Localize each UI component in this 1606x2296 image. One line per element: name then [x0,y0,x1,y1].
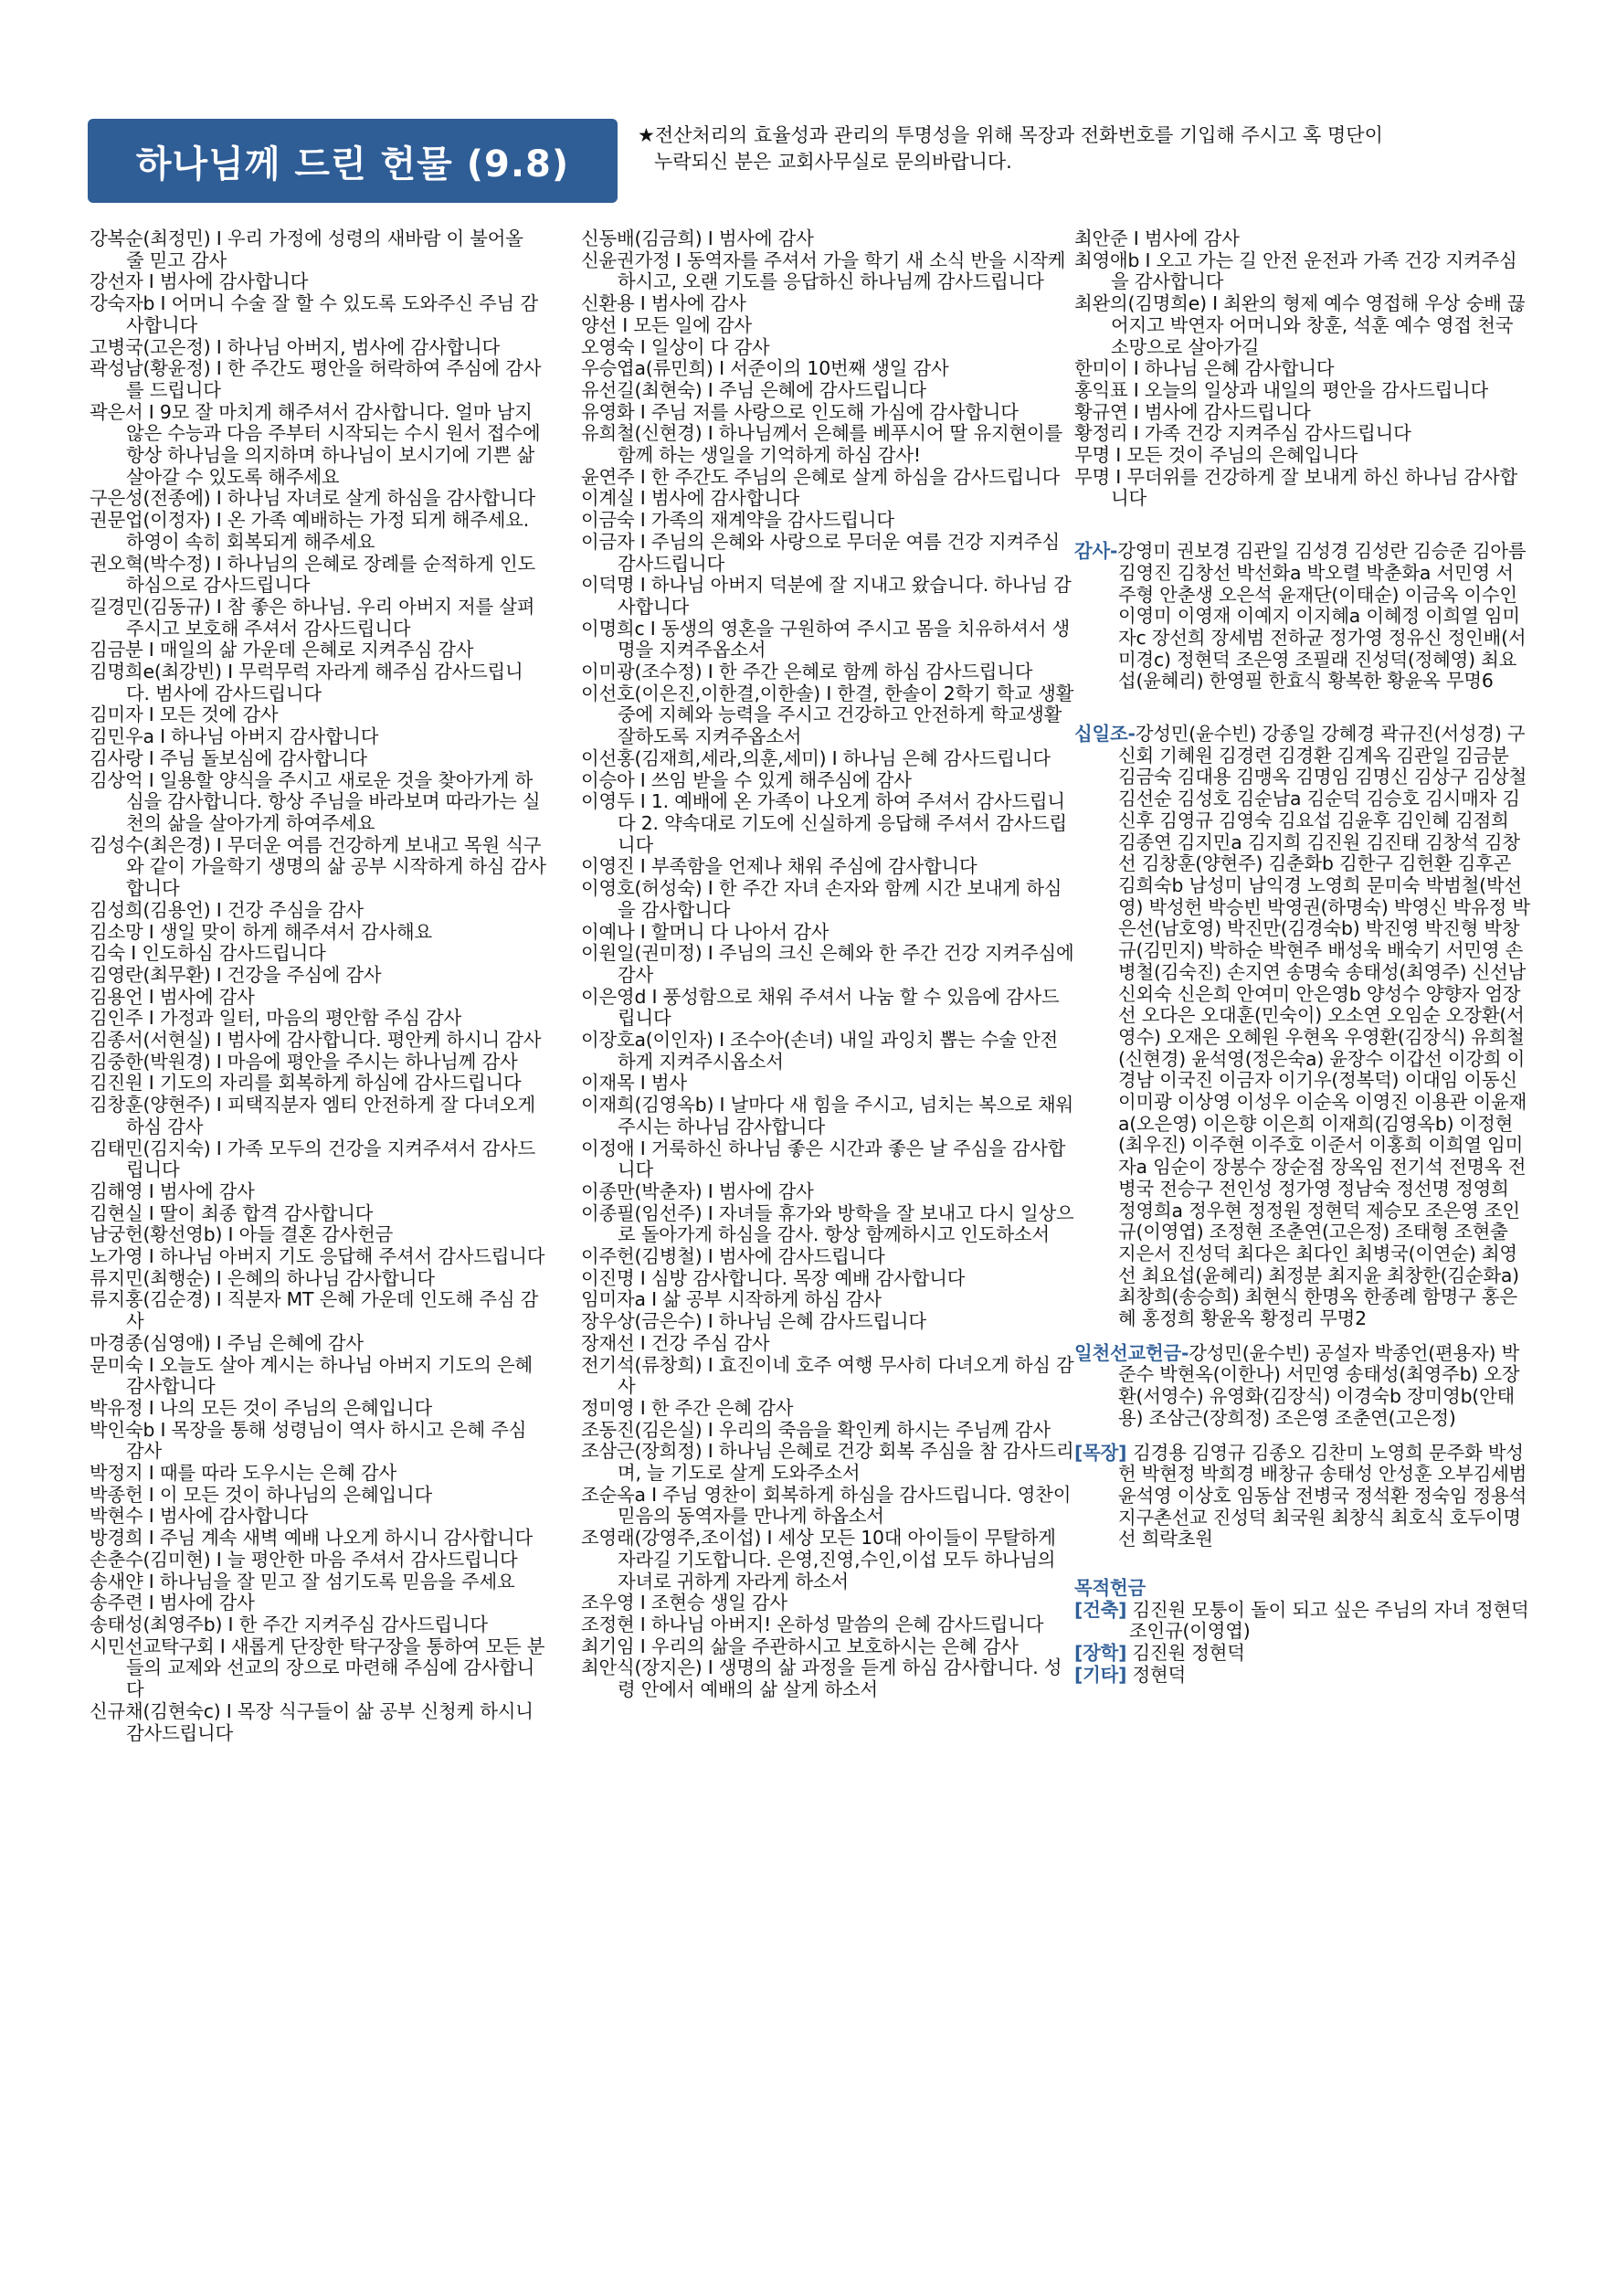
group-names: 강성민(윤수빈) 강종일 강혜경 곽규진(서성경) 구신회 기혜원 김경련 김경환 김계옥 김관일 김금분 김금숙 김대용 김맹옥 김명임 김명신 김상구 김상철 김선순 김성호 김순남a 김순덕 김승호 김시매자 김신후 김영규 김영숙 김요섭 김윤후 김인혜 김점희 김종연 김지민a 김지희 김진원 김진태 김창석 김창선 김창훈(양현주) 김춘화b 김한구 김헌환 김후곤 김희숙b 남성미 남익경 노영희 문미숙 박범철(박선영) 박성헌 박승빈 박영권(하명숙) 박영신 박유정 박은선(남호영) 박진만(김경숙b) 박진영 박진형 박창규(김민지) 박하순 박현주 배성욱 배숙기 서민영 손병철(김숙진) 손지연 송명숙 송태성(최영주) 신선남 신외숙 신은희 안여미 안은영b 양성수 양향자 엄장선 오다은 오대훈(민숙이) 오소연 오임순 오장환(서영수) 오재은 오혜원 우현옥 우영환(김장식) 유희철(신현경) 윤석영(정은숙a) 윤장수 이갑선 이강희 이경남 이국진 이금자 이기우(정복덕) 이대임 이동신 이미광 이상영 이성우 이순옥 이영진 이용관 이윤재a(오은영) 이은향 이은희 이재희(김영옥b) 이정현(최우진) 이주현 이주호 이준서 이홍희 이희열 임미자a 임순이 장봉수 장순점 장옥임 전기석 전명옥 전병국 전승구 전인성 정가영 정남숙 정선명 정영희 정영희a 정우현 정정원 정현덕 제승모 조은영 조인규(이영엽) 조정현 조춘연(고은정) 조태형 조현출 지은서 진성덕 최다은 최다인 최병국(이연순) 최영선 최요섭(윤혜리) 최정분 최지윤 최창한(김순화a) 최창희(송승희) 최현식 한명옥 한종례 함명구 홍은혜 홍정희 황윤옥 황정리 무명2 [1118,723,1530,1330]
offering-entry: 이진명 I 심방 감사합니다. 목장 예배 감사합니다 [581,1266,966,1289]
offering-entry: 이덕명 I 하나님 아버지 덕분에 잘 지내고 왔습니다. 하나님 감사합니다 [581,574,1072,618]
group-names: 강성민(윤수빈) 공설자 박종언(편용자) 박준수 박현옥(이한나) 서민영 송태성(최영주b) 오장환(서영수) 유영화(김장식) 이경숙b 장미영b(안태용) 조삼근(장희정) 조은영 조춘연(고은정) [1118,1341,1520,1429]
offering-entry: 조순옥a I 주님 영찬이 회복하게 하심을 감사드립니다. 영찬이 믿음의 동역자를 만나게 하옵소서 [581,1483,1072,1528]
offering-entry: 김종서(서현실) I 범사에 감사합니다. 평안케 하시니 감사 [90,1029,542,1052]
offering-entry: 이영호(허성숙) I 한 주간 자녀 손자와 함께 시간 보내게 하심을 감사합니다 [581,877,1062,921]
offering-entry: 이명희c I 동생의 영혼을 구원하여 주시고 몸을 치유하셔서 생명을 지켜주옵소서 [581,617,1071,661]
group-names: 강영미 권보경 김관일 김성경 김성란 김승준 김아름 김영진 김창선 박선화a 박오렬 박춘화a 서민영 서주형 안춘생 오은석 윤재단(이태순) 이금옥 이수인 이영미 이영재 이예지 이지혜a 이혜정 이희열 임미자c 장선희 장세범 전하균 정가영 정유신 정인배(서미경c) 정현덕 조은영 조필래 진성덕(정혜영) 최요섭(윤혜리) 한영필 한효식 황복한 황윤옥 무명6 [1117,540,1527,693]
offering-entry: 김상억 I 일용할 양식을 주시고 새로운 것을 찾아가게 하심을 감사합니다. 항상 주님을 바라보며 따라가는 실천의 삶을 살아가게 하여주세요 [90,768,541,834]
group-label: 일천선교헌금 [1074,1341,1181,1364]
group-separator: - [1110,540,1118,563]
offering-column-2 [581,228,1074,1701]
offering-entry: 김숙 I 인도하심 감사드립니다 [90,942,326,965]
purpose-text: 정현덕 [1132,1663,1187,1686]
offering-entry: 김창훈(양현주) I 피택직분자 엠티 안전하게 잘 다녀오게 하심 감사 [90,1094,535,1137]
offering-entry: 이재목 I 범사 [581,1072,687,1095]
purpose-item [1074,1600,1531,1643]
offering-entry: 정미영 I 한 주간 은혜 감사 [581,1396,794,1419]
offering-entry: 김진원 I 기도의 자리를 회복하게 하심에 감사드립니다 [90,1072,522,1095]
offering-entry: 고병국(고은정) I 하나님 아버지, 범사에 감사합니다 [90,335,500,358]
offering-entry: 이종필(임선주) I 자녀들 휴가와 방학을 잘 보내고 다시 일상으로 돌아가게 하심을 감사. 항상 함께하시고 인도하소서 [581,1201,1074,1246]
offering-entry: 이장호a(이인자) I 조수아(손녀) 내일 과잉치 뽑는 수술 안전하게 지켜주시옵소서 [581,1029,1059,1073]
offering-entry: 박인숙b I 목장을 통해 성령님이 역사 하시고 은혜 주심 감사 [90,1418,527,1463]
offering-entry: 유희철(신현경) I 하나님께서 은혜를 베푸시어 딸 유지현이를 함께 하는 생일을 기억하게 하심 감사! [581,422,1062,467]
purpose-item [1074,1665,1531,1687]
offering-column-1 [90,228,546,1744]
page-title: 하나님께 드린 헌물 (9.8) [88,119,618,203]
offering-entry: 박정지 I 때를 따라 도우시는 은혜 감사 [90,1462,396,1485]
offering-entry: 이영진 I 부족함을 언제나 채워 주심에 감사합니다 [581,855,977,878]
offering-entry: 김해영 I 범사에 감사 [90,1180,255,1202]
offering-entry: 김미자 I 모든 것에 감사 [90,704,279,726]
offering-entry: 장재선 I 건강 주심 감사 [581,1331,770,1354]
purpose-item [1074,1643,1531,1665]
offering-entry: 전기석(류창희) I 효진이네 호주 여행 무사히 다녀오게 하심 감사 [581,1353,1074,1398]
offering-group [1074,541,1531,693]
offering-entry: 이미광(조수정) I 한 주간 은혜로 함께 하심 감사드립니다 [581,661,1033,683]
group-names: 김경용 김영규 김종오 김찬미 노영희 문주화 박성헌 박현정 박희경 배창규 송태성 안성훈 오부김세범 윤석영 이상호 임동삼 전병국 정석환 정숙임 정용석 지구촌선교 진성덕 최국원 최창식 최호식 호두이명선 희락초원 [1118,1441,1527,1550]
offering-entry: 오영숙 I 일상이 다 감사 [581,335,770,358]
offering-entry: 김성수(최은경) I 무더운 여름 건강하게 보내고 목원 식구와 같이 가을학기 생명의 삶 공부 시작하게 하심 감사합니다 [90,833,546,900]
offering-entry: 조동진(김은실) I 우리의 죽음을 확인케 하시는 주님께 감사 [581,1418,1051,1441]
offering-entry: 신윤권가정 I 동역자를 주셔서 가을 학기 새 소식 반을 시작케 하시고, 오랜 기도를 응답하신 하나님께 감사드립니다 [581,249,1066,293]
offering-entry: 최완의(김명희e) I 최완의 형제 예수 영접해 우상 숭배 끊어지고 박연자 어머니와 창훈, 석훈 예수 영접 천국 소망으로 살아가길 [1074,292,1526,358]
offering-entry: 곽성남(황윤정) I 한 주간도 평안을 허락하여 주심에 감사를 드립니다 [90,357,542,401]
offering-entry: 최안식(장지은) I 생명의 삶 과정을 듣게 하심 감사합니다. 성령 안에서 예배의 삶 살게 하소서 [581,1656,1062,1701]
offering-entry: 김현실 I 딸이 최종 합격 감사합니다 [90,1201,374,1224]
offering-entry: 박현수 I 범사에 감사합니다 [90,1505,309,1528]
offering-entry: 이종만(박춘자) I 범사에 감사 [581,1180,814,1202]
offering-group [1074,724,1531,1330]
offering-entry: 송새얀 I 하나님을 잘 믿고 잘 섬기도록 믿음을 주세요 [90,1570,515,1592]
group-label: [목장] [1074,1441,1127,1464]
offering-entry: 송주련 I 범사에 감사 [90,1592,255,1614]
offering-entry: 손춘수(김미현) I 늘 평안한 마음 주셔서 감사드립니다 [90,1548,518,1571]
offering-entry: 류지홍(김순경) I 직분자 MT 은혜 가운데 인도해 주심 감사 [90,1288,539,1333]
offering-entry: 류지민(최행순) I 은혜의 하나님 감사합니다 [90,1266,435,1289]
purpose-text: 김진원 모퉁이 돌이 되고 싶은 주님의 자녀 정현덕 조인규(이영엽) [1129,1598,1529,1643]
purpose-label: [건축] [1074,1598,1127,1621]
offering-entry: 최영애b I 오고 가는 길 안전 운전과 가족 건강 지켜주심을 감사합니다 [1074,249,1517,293]
offering-entry: 이재희(김영옥b) I 날마다 새 힘을 주시고, 넘치는 복으로 채워 주시는 하나님 감사합니다 [581,1094,1074,1137]
offering-entry: 김인주 I 가정과 일터, 마음의 평안함 주심 감사 [90,1007,462,1030]
offering-entry: 윤연주 I 한 주간도 주님의 은혜로 살게 하심을 감사드립니다 [581,465,1061,488]
offering-entry: 신동배(김금희) I 범사에 감사 [581,227,814,249]
offering-groups [1074,541,1531,1550]
offering-entry: 김태민(김지숙) I 가족 모두의 건강을 지켜주셔서 감사드립니다 [90,1137,535,1181]
offering-entry: 강선자 I 범사에 감사합니다 [90,270,309,293]
offering-entry: 유영화 I 주님 저를 사랑으로 인도해 가심에 감사합니다 [581,400,1019,423]
offering-entry: 권오혁(박수정) I 하나님의 은혜로 장례를 순적하게 인도하심으로 감사드립니다 [90,552,535,597]
column-3-entries [1074,228,1531,510]
offering-entry: 남궁헌(황선영b) I 아들 결혼 감사헌금 [90,1223,394,1246]
offering-entry: 무명 I 모든 것이 주님의 은혜입니다 [1074,444,1358,467]
offering-entry: 김민우a I 하나님 아버지 감사합니다 [90,725,379,748]
offering-entry: 곽은서 I 9모 잘 마치게 해주셔서 감사합니다. 얼마 남지 않은 수능과 다음 주부터 시작되는 수시 원서 접수에 항상 하나님을 의지하며 하나님이 보시기에 기쁜 삶 살아갈 수 있도록 해주세요 [90,400,541,488]
offering-entry: 이선호(이은진,이한결,이한솔) I 한결, 한솔이 2학기 학교 생활 중에 지혜와 능력을 주시고 건강하고 안전하게 학교생활 잘하도록 지켜주옵소서 [581,682,1074,748]
offering-entry: 이주헌(김병철) I 범사에 감사드립니다 [581,1245,885,1268]
offering-entry: 무명 I 무더위를 건강하게 잘 보내게 하신 하나님 감사합니다 [1074,465,1518,510]
purpose-text: 김진원 정현덕 [1132,1642,1245,1665]
offering-entry: 신규채(김현숙c) I 목장 식구들이 삶 공부 신청케 하시니 감사드립니다 [90,1699,534,1744]
offering-entry: 최기임 I 우리의 삶을 주관하시고 보호하시는 은혜 감사 [581,1635,1019,1657]
offering-entry: 유선길(최현숙) I 주님 은혜에 감사드립니다 [581,378,926,401]
offering-entry: 이원일(권미정) I 주님의 크신 은혜와 한 주간 건강 지켜주심에 감사 [581,942,1074,986]
offering-entry: 김사랑 I 주님 돌보심에 감사합니다 [90,746,367,769]
offering-entry: 김명희e(최강빈) I 무럭무럭 자라게 해주심 감사드립니다. 범사에 감사드립니다 [90,661,523,704]
notice-text [638,122,1569,175]
group-label: 감사 [1074,540,1110,563]
offering-entry: 이계실 I 범사에 감사합니다 [581,487,800,510]
offering-entry: 홍익표 I 오늘의 일상과 내일의 평안을 감사드립니다 [1074,378,1488,401]
purpose-offering-title: 목적헌금 [1074,1577,1146,1600]
offering-entry: 김소망 I 생일 맞이 하게 해주셔서 감사해요 [90,920,432,943]
offering-entry: 박종헌 I 이 모든 것이 하나님의 은혜입니다 [90,1483,432,1506]
notice-line: 누락되신 분은 교회사무실로 문의바랍니다. [654,151,1012,173]
offering-entry: 임미자a I 삶 공부 시작하게 하심 감사 [581,1288,882,1311]
offering-entry: 송태성(최영주b) I 한 주간 지켜주심 감사드립니다 [90,1614,488,1635]
offering-entry: 이영두 I 1. 예배에 온 가족이 나오게 하여 주셔서 감사드립니다 2. 약속대로 기도에 신실하게 응답해 주셔서 감사드립니다 [581,790,1067,856]
offering-entry: 노가영 I 하나님 아버지 기도 응답해 주셔서 감사드립니다 [90,1245,545,1268]
offering-entry: 조우영 I 조현승 생일 감사 [581,1592,787,1614]
group-separator: - [1180,1341,1189,1364]
offering-entry: 황정리 I 가족 건강 지켜주심 감사드립니다 [1074,422,1411,445]
purpose-label: [기타] [1074,1663,1127,1686]
offering-entry: 시민선교탁구회 I 새롭게 단장한 탁구장을 통하여 모든 분들의 교제와 선교의 장으로 마련해 주심에 감사합니다 [90,1635,545,1701]
offering-entry: 마경종(심영애) I 주님 은혜에 감사 [90,1331,364,1354]
offering-entry: 이은영d I 풍성함으로 채워 주셔서 나눔 할 수 있음에 감사드립니다 [581,985,1060,1030]
offering-entry: 조정현 I 하나님 아버지! 온하성 말씀의 은혜 감사드립니다 [581,1614,1044,1635]
offering-entry: 방경희 I 주님 계속 새벽 예배 나오게 하시니 감사합니다 [90,1527,534,1550]
offering-entry: 조삼근(장희정) I 하나님 은혜로 건강 회복 주심을 참 감사드리며, 늘 기도로 살게 도와주소서 [581,1440,1074,1485]
offering-entry: 문미숙 I 오늘도 살아 계시는 하나님 아버지 기도의 은혜 감사합니다 [90,1353,534,1398]
offering-entry: 이금숙 I 가족의 재계약을 감사드립니다 [581,509,894,532]
offering-entry: 강복순(최정민) I 우리 가정에 성령의 새바람 이 불어올 줄 믿고 감사 [90,227,523,271]
purpose-label: [장학] [1074,1642,1127,1665]
offering-entry: 이예나 I 할머니 다 나아서 감사 [581,920,829,943]
offering-entry: 장우상(금은수) I 하나님 은혜 감사드립니다 [581,1310,926,1333]
offering-entry: 한미이 I 하나님 은혜 감사합니다 [1074,357,1335,380]
group-separator: - [1127,723,1136,746]
purpose-offering-list [1074,1600,1531,1687]
offering-entry: 이금자 I 주님의 은혜와 사랑으로 무더운 여름 건강 지켜주심 감사드립니다 [581,530,1061,575]
offering-entry: 황규연 I 범사에 감사드립니다 [1074,400,1311,423]
offering-entry: 김성희(김용언) I 건강 주심을 감사 [90,898,364,921]
offering-entry: 신환용 I 범사에 감사 [581,292,746,315]
offering-entry: 박유정 I 나의 모든 것이 주님의 은혜입니다 [90,1396,432,1419]
offering-entry: 구은성(전종에) I 하나님 자녀로 살게 하심을 감사합니다 [90,487,535,510]
offering-entry: 이승아 I 쓰임 받을 수 있게 해주심에 감사 [581,768,912,791]
offering-entry: 권문업(이정자) I 온 가족 예배하는 가정 되게 해주세요. 하영이 속히 회복되게 해주세요 [90,509,530,553]
offering-group [1074,1443,1531,1551]
offering-entry: 강숙자b I 어머니 수술 잘 할 수 있도록 도와주신 주님 감사합니다 [90,292,538,336]
offering-entry: 김금분 I 매일의 삶 가운데 은혜로 지켜주심 감사 [90,639,474,661]
offering-entry: 최안준 I 범사에 감사 [1074,227,1240,249]
offering-group [1074,1343,1531,1430]
offering-entry: 이정애 I 거룩하신 하나님 좋은 시간과 좋은 날 주심을 감사합니다 [581,1137,1066,1181]
offering-entry: 김중한(박원경) I 마음에 평안을 주시는 하나님께 감사 [90,1050,518,1073]
offering-entry: 길경민(김동규) I 참 좋은 하나님. 우리 아버지 저를 살펴주시고 보호해 주셔서 감사드립니다 [90,595,535,640]
offering-entry: 김영란(최무환) I 건강을 주심에 감사 [90,963,382,986]
offering-entry: 양선 I 모든 일에 감사 [581,313,752,336]
group-label: 십일조 [1074,723,1128,746]
offering-column-3 [1074,228,1531,1687]
notice-line: ★전산처리의 효율성과 관리의 투명성을 위해 목장과 전화번호를 기입해 주시고 혹 명단이 [638,124,1383,146]
offering-entry: 이선홍(김재희,세라,의훈,세미) I 하나님 은혜 감사드립니다 [581,746,1051,769]
offering-entry: 우승엽a(류민희) I 서준이의 10번째 생일 감사 [581,357,949,380]
offering-entry: 김용언 I 범사에 감사 [90,985,255,1008]
offering-entry: 조영래(강영주,조이섭) I 세상 모든 10대 아이들이 무탈하게 자라길 기도합니다. 은영,진영,수인,이섭 모두 하나님의 자녀로 귀하게 자라게 하소서 [581,1527,1056,1592]
